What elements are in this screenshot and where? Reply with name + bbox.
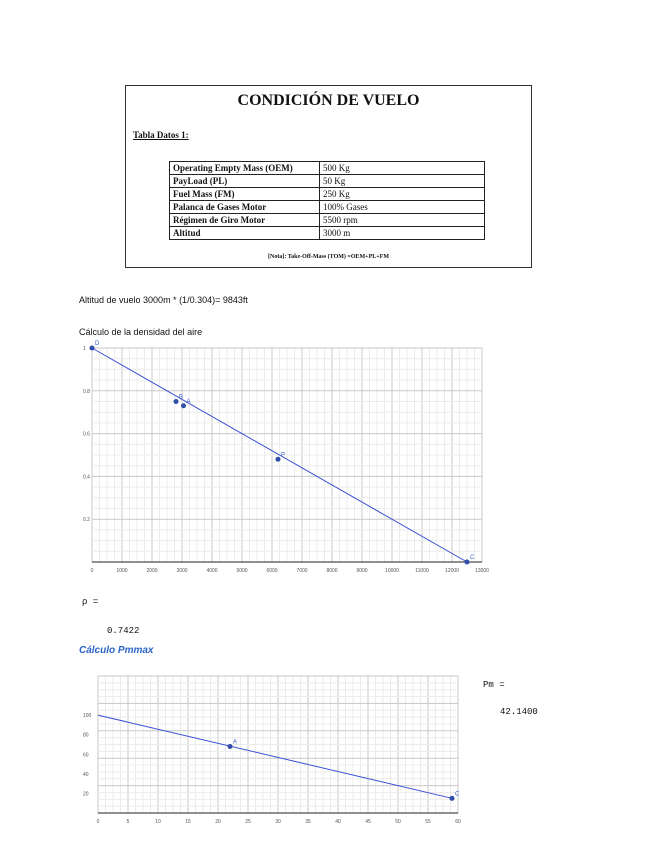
x-tick-label: 1000: [116, 568, 128, 574]
y-tick-label: 0.4: [83, 474, 90, 481]
table-row: [170, 214, 485, 227]
data-point: [465, 560, 470, 565]
y-tick-label: 0.6: [83, 431, 90, 438]
y-tick-label: 40: [83, 771, 89, 778]
point-label: A: [233, 739, 238, 746]
x-tick-label: 7000: [296, 568, 308, 574]
row-label: Palanca de Gases Motor: [170, 201, 320, 214]
row-label: PayLoad (PL): [170, 175, 320, 188]
table-row: [170, 188, 485, 201]
x-tick-label: 60: [455, 819, 461, 825]
data-point: [276, 457, 281, 462]
x-tick-label: 10: [155, 819, 161, 825]
y-tick-label: 1: [83, 346, 86, 352]
row-label: Altitud: [170, 227, 320, 240]
x-tick-label: 4000: [206, 568, 218, 574]
point-label: P: [281, 452, 286, 459]
tabla-label: Tabla Datos 1:: [133, 130, 189, 140]
y-tick-label: 100: [83, 713, 92, 720]
rho-label: ρ =: [82, 597, 99, 607]
row-label: Operating Empty Mass (OEM): [170, 162, 320, 175]
x-tick-label: 13000: [475, 568, 489, 574]
densidad-chart: [80, 340, 489, 576]
row-value: 100% Gases: [320, 201, 485, 214]
y-tick-label: 0.2: [83, 517, 90, 524]
x-tick-label: 0: [96, 819, 100, 825]
x-tick-label: 0: [90, 568, 94, 574]
x-tick-label: 11000: [415, 568, 429, 574]
x-tick-label: 5: [126, 819, 130, 825]
pmmax-chart: [80, 668, 470, 828]
table-row: [170, 227, 485, 240]
point-label: A: [186, 398, 191, 405]
x-tick-label: 15: [185, 819, 191, 825]
x-tick-label: 30: [275, 819, 281, 825]
y-tick-label: 0.8: [83, 388, 90, 395]
data-point: [450, 796, 455, 801]
table-row: [170, 201, 485, 214]
x-tick-label: 8000: [326, 568, 338, 574]
x-tick-label: 20: [215, 819, 221, 825]
x-tick-label: 5000: [236, 568, 248, 574]
x-tick-label: 3000: [176, 568, 188, 574]
point-label: C: [455, 791, 460, 798]
data-point: [228, 744, 233, 749]
x-tick-label: 40: [335, 819, 341, 825]
row-label: Fuel Mass (FM): [170, 188, 320, 201]
row-label: Régimen de Giro Motor: [170, 214, 320, 227]
x-tick-label: 45: [365, 819, 371, 825]
y-tick-label: 20: [83, 791, 89, 798]
row-value: 250 Kg: [320, 188, 485, 201]
x-tick-label: 35: [305, 819, 311, 825]
x-tick-label: 9000: [356, 568, 368, 574]
rho-value: 0.7422: [107, 626, 140, 636]
x-tick-label: 25: [245, 819, 251, 825]
x-tick-label: 12000: [445, 568, 459, 574]
densidad-heading: Cálculo de la densidad del aire: [79, 327, 203, 337]
row-value: 500 Kg: [320, 162, 485, 175]
data-point: [90, 346, 95, 351]
datos-table: [169, 161, 485, 240]
x-tick-label: 10000: [385, 568, 399, 574]
table-row: [170, 175, 485, 188]
pmmax-heading: Cálculo Pmmax: [79, 645, 154, 656]
x-tick-label: 2000: [146, 568, 158, 574]
nota-text: [Nota]: Take-Off-Mass (TOM) =OEM+PL+FM: [268, 254, 389, 260]
point-label: D: [95, 341, 100, 347]
row-value: 50 Kg: [320, 175, 485, 188]
pm-value: 42.1400: [500, 707, 538, 717]
condicion-box: [125, 85, 532, 268]
x-tick-label: 55: [425, 819, 431, 825]
row-value: 5500 rpm: [320, 214, 485, 227]
data-point: [174, 399, 179, 404]
data-point: [181, 403, 186, 408]
x-tick-label: 50: [395, 819, 401, 825]
altitud-text: Altitud de vuelo 3000m * (1/0.304)= 9843ft: [79, 295, 248, 305]
x-tick-label: 6000: [266, 568, 278, 574]
table-row: [170, 162, 485, 175]
condicion-title: CONDICIÓN DE VUELO: [237, 92, 420, 109]
pm-label: Pm =: [483, 680, 505, 690]
row-value: 3000 m: [320, 227, 485, 240]
y-tick-label: 80: [83, 732, 89, 739]
point-label: B: [179, 394, 184, 401]
y-tick-label: 60: [83, 752, 89, 759]
point-label: C: [470, 555, 475, 561]
